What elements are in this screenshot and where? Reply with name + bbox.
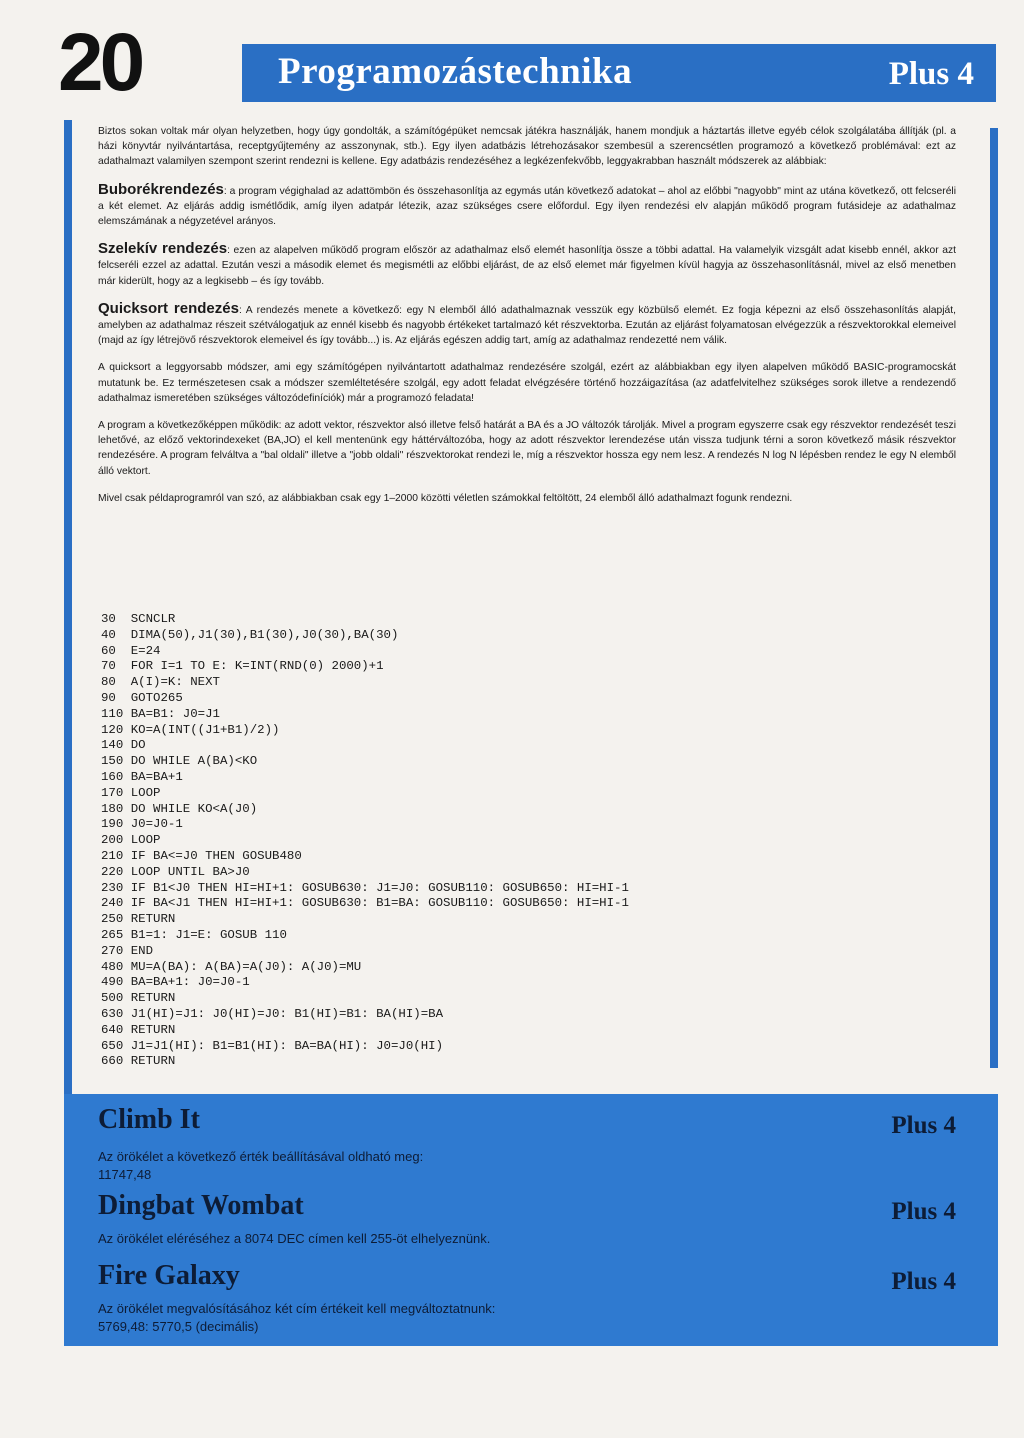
code-line: 60 E=24 [101,643,161,658]
code-line: 650 J1=J1(HI): B1=B1(HI): BA=BA(HI): J0=J0(HI) [101,1038,444,1053]
code-line: 150 DO WHILE A(BA)<KO [101,754,258,769]
code-line: 30 SCNCLR [101,612,176,626]
section-heading: Szelekív rendezés [98,240,228,258]
section-title: Programozástechnika [278,51,633,92]
game-title: Fire Galaxy [98,1260,240,1291]
section-heading: Quicksort rendezés [98,299,239,317]
code-line: 160 BA=BA+1 [101,769,183,784]
game-platform: Plus 4 [891,1198,956,1225]
code-line: 180 DO WHILE KO<A(J0) [101,801,258,816]
code-line: 210 IF BA<=J0 THEN GOSUB480 [101,848,302,863]
code-line: 265 B1=1: J1=E: GOSUB 110 [101,927,287,942]
section-text: : a program végighalad az adattömbön és összehasonlítja az egymás után következő adatokat – ahol az előbbi "nagyobb" mint az utána következő, ott felcseréli a két elemet. Az eljárás addig ismétlődik, amíg ilyen adatpár létezik, azaz szükséges csere előfordul. Egy ilyen rendezési elv alapján működő program futásideje az adathalmaz elemszámának a négyzetével arányos. [98,185,956,228]
section-paragraph [98,182,956,230]
section-paragraph [98,241,956,289]
code-line: 630 J1(HI)=J1: J0(HI)=J0: B1(HI)=B1: BA(HI)=BA [101,1006,444,1021]
game-title: Dingbat Wombat [98,1190,304,1221]
game-platform: Plus 4 [891,1112,956,1139]
page-number: 20 [58,17,142,108]
section-text: : ezen az alapelven működő program először az adathalmaz első elemét hasonlítja össze a többi adattal. Ha valamelyik vizsgált adat kisebb ennél, akkor azt felcseréli ezzel az adattal. Ezután veszi a második elemet és megismétli az előbbi eljárást, de az első elemet már figyelmen kívül hagyja az összehasonlításnál, mivel az első menetben már kiderült, hogy az a legkisebb – és így tovább. [98,245,956,287]
body-paragraph: A quicksort a leggyorsabb módszer, ami egy számítógépen nyilvántartott adathalmaz rendezésére szolgál, ezért az alábbiakban egy ilyen alapelven működő BASIC-programocskát mutatunk be. Ez természetesen csak a módszer szemléltetésére szolgál, egy adott feladat elvégzésére történő hozzáigazítása (az adatfelvitelhez szükséges sorok illetve a rendezendő adathalmaz ismeretében szükséges változódefiníciók) már a programozó feladata! [98,362,956,404]
code-line: 500 RETURN [101,991,176,1006]
code-line: 70 FOR I=1 TO E: K=INT(RND(0) 2000)+1 [101,659,384,674]
code-line: 90 GOTO265 [101,690,183,705]
body-paragraph: Mivel csak példaprogramról van szó, az alábbiakban csak egy 1–2000 közötti véletlen számokkal feltöltött, 24 elemből álló adathalmazt fogunk rendezni. [98,492,793,504]
code-line: 80 A(I)=K: NEXT [101,675,220,690]
basic-code-listing [101,612,629,1070]
game-cheat-text: Az örökélet megvalósításához két cím értékeit kell megváltoztatnunk: [98,1301,496,1316]
game-platform: Plus 4 [891,1268,956,1295]
code-line: 220 LOOP UNTIL BA>J0 [101,864,250,879]
section-banner [242,44,996,102]
code-line: 190 J0=J0-1 [101,817,183,832]
section-paragraph [98,301,956,349]
article-body [98,124,956,518]
code-line: 200 LOOP [101,833,161,848]
code-line: 660 RETURN [101,1054,176,1069]
game-title: Climb It [98,1104,200,1135]
right-accent-bar [990,128,998,1068]
code-line: 250 RETURN [101,912,176,927]
body-paragraph: A program a következőképpen működik: az adott vektor, részvektor alsó illetve felső határát a BA és a JO változók tárolják. Mivel a program egyszerre csak egy részvektor rendezését teszi lehetővé, az előző vektorindexeket (BA,JO) el kell mentenünk egy háttérváltozóba, hogy az adott részvektor lerendezése után vissza tudjunk térni a soron következő másik részvektor rendezésére. A program felváltva a "bal oldali" illetve a "jobb oldali" részvektorokat rendezi le, míg a részvektor hossza egy nem lesz. A rendezés N log N lépésben rendez le egy N elemből álló vektort. [98,420,956,477]
game-cheat-value: 5769,48: 5770,5 (decimális) [98,1319,259,1334]
section-text: : A rendezés menete a következő: egy N elemből álló adathalmaznak vesszük egy közbülső elemét. Ez fogja képezni az első összehasonlítás alapját, amelyben az adathalmaz részeit szétválogatjuk az ennél kisebb és nagyobb értékeket tartalmazó két részvektorba. Ezután az eljárást folyamatosan elvégezzük a részvektorokkal elemeivel (majd az így létrejövő részvektorok elemeivel és így tovább...) is. Az eljárás egészen addig tart, amíg az adathalmaz rendezetté nem válik. [98,304,956,347]
code-line: 490 BA=BA+1: J0=J0-1 [101,975,250,990]
game-cheat-text: Az örökélet a következő érték beállításával oldható meg: [98,1149,424,1164]
platform-label: Plus 4 [888,56,974,92]
intro-paragraph: Biztos sokan voltak már olyan helyzetben, hogy úgy gondolták, a számítógépüket nemcsak játékra használják, hanem mondjuk a háztartás illetve egyéb célok szolgálatába állítják (pl. a házi könyvtár nyilvántartása, receptgyűjtemény az asszonynak, stb.). Egy ilyen adatbázis létrehozásakor szembesül a szerencsétlen programozó a következő problémával: ezt az adathalmazt valamilyen szempont szerint rendezni is kellene. Egy adatbázis rendezéséhez a legkézenfekvőbb, leggyakrabban használt módszerek az alábbiak: [98,126,956,168]
code-line: 240 IF BA<J1 THEN HI=HI+1: GOSUB630: B1=BA: GOSUB110: GOSUB650: HI=HI-1 [101,896,629,911]
code-line: 120 KO=A(INT((J1+B1)/2)) [101,722,280,737]
code-line: 230 IF B1<J0 THEN HI=HI+1: GOSUB630: J1=J0: GOSUB110: GOSUB650: HI=HI-1 [101,880,629,895]
code-line: 480 MU=A(BA): A(BA)=A(J0): A(J0)=MU [101,959,362,974]
code-line: 140 DO [101,738,146,753]
game-cheat-value: 11747,48 [98,1167,152,1182]
game-cheat-text: Az örökélet eléréséhez a 8074 DEC címen kell 255-öt elhelyeznünk. [98,1231,491,1246]
code-line: 40 DIMA(50),J1(30),B1(30),J0(30),BA(30) [101,627,399,642]
code-line: 270 END [101,943,154,958]
section-heading: Buborékrendezés [98,180,224,198]
code-line: 170 LOOP [101,785,161,800]
code-line: 110 BA=B1: J0=J1 [101,706,220,721]
code-line: 640 RETURN [101,1022,176,1037]
